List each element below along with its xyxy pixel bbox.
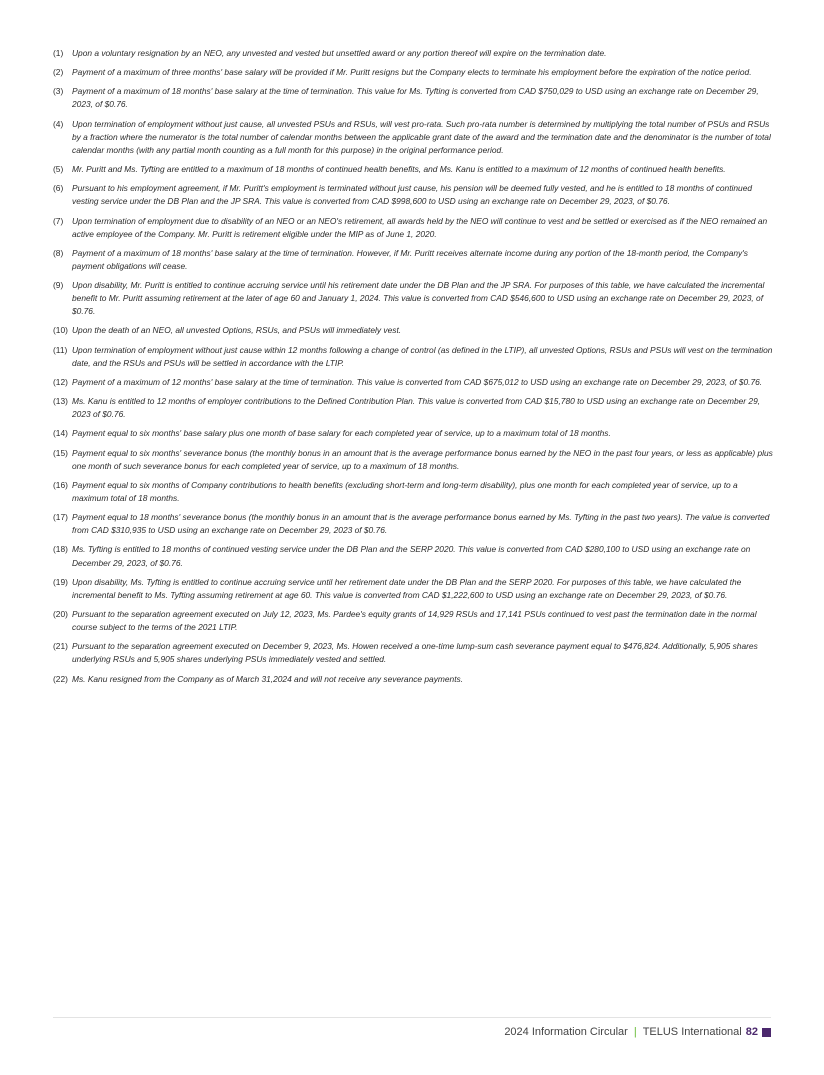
footnote-number: (14) (53, 428, 68, 439)
footnote-number: (5) (53, 164, 64, 175)
footnote-number: (15) (53, 447, 68, 458)
footnote-number: (4) (53, 118, 64, 129)
footnote-item (53, 247, 773, 273)
footer-separator: | (633, 1026, 637, 1038)
footnote-number: (20) (53, 608, 68, 619)
footnote-item (53, 118, 773, 157)
footnote-item (53, 85, 773, 111)
footnote-number: (1) (53, 48, 64, 58)
footnote-item (53, 163, 773, 176)
footnote-number: (8) (53, 247, 64, 258)
footnote-text: Payment equal to six months' base salary plus one month of base salary for each completed year of service, up to a maximum total of 18 months. (72, 428, 611, 439)
footnote-item (53, 608, 773, 634)
footnote-number: (3) (53, 86, 64, 97)
footnote-number: (6) (53, 183, 64, 194)
footnote-item (53, 427, 773, 440)
footnote-text: Upon termination of employment without just cause, all unvested PSUs and RSUs, will vest pro-rata. Such pro-rata number is determined by multiplying the total number of PSUs and RSUs by a fraction where the numerator is the total number of calendar months between the applicable grant date of the award and the termination date and the denominator is the number of total calendar months (with any partial month counting as a full month for this purpose) in the original performance period. (72, 118, 771, 155)
footnote-text: Payment of a maximum of 12 months' base salary at the time of termination. This value is converted from CAD $675,012 to USD using an exchange rate on December 29, 2023, of $0.76. (72, 376, 763, 387)
footnote-number: (21) (53, 641, 68, 652)
footnote-item (53, 447, 773, 473)
footnote-item (53, 543, 773, 569)
footnote-item (53, 215, 773, 241)
footnote-text: Upon termination of employment due to disability of an NEO or an NEO's retirement, all awards held by the NEO will continue to vest and be settled or exercised as if the NEO remained an active employee of the Company. Mr. Puritt is retirement eligible under the MIP as of June 1, 2020. (72, 215, 768, 239)
footnote-number: (9) (53, 280, 64, 291)
footnote-text: Mr. Puritt and Ms. Tyfting are entitled to a maximum of 18 months of continued health benefits, and Ms. Kanu is entitled to a maximum of 12 months of continued health benefits. (72, 164, 726, 175)
page-number: 82 (745, 1026, 758, 1038)
footnote-number: (10) (53, 325, 68, 336)
footnote-text: Pursuant to the separation agreement executed on July 12, 2023, Ms. Pardee's equity grants of 14,929 RSUs and 17,141 PSUs continued to vest past the termination date in the normal course subject to the terms of the 2021 LTIP. (72, 608, 757, 633)
footnote-number: (19) (53, 576, 68, 587)
footnote-item (53, 324, 773, 337)
footnote-text: Ms. Kanu is entitled to 12 months of employer contributions to the Defined Contribution Plan. This value is converted from CAD $15,780 to USD using an exchange rate on December 29, 2023 of $0.76. (72, 396, 761, 420)
footnote-number: (7) (53, 215, 64, 226)
footnote-text: Pursuant to his employment agreement, if Mr. Puritt's employment is terminated without just cause, his pension will be deemed fully vested, and he is entitled to 18 months of continued vesting service under the DB Plan and the JP SRA. This value is converted from CAD $998,600 to USD using an exchange rate on December 29, 2023, of $0.76. (72, 183, 753, 207)
footnote-item (53, 66, 773, 79)
footnote-text: Payment equal to six months' severance bonus (the monthly bonus in an amount that is the average performance bonus earned by the NEO in the past four years, or less as applicable) plus one month of such severance bonus for each completed year of service, up to a maximum of 18 months. (72, 447, 773, 471)
footnote-number: (18) (53, 544, 68, 555)
footnote-number: (16) (53, 479, 68, 490)
footnote-text: Upon termination of employment without just cause within 12 months following a change of control (as defined in the LTIP), all unvested Options, RSUs and PSUs will vest on the termination date, and the RSUs and PSUs will be settled in accordance with the LTIP. (72, 344, 773, 368)
footnote-number: (2) (53, 67, 64, 78)
footnote-item (53, 182, 773, 208)
footnote-item (53, 640, 773, 666)
footnote-item (53, 47, 773, 60)
footnote-text: Payment equal to six months of Company contributions to health benefits (excluding short-term and long-term disability), plus one month for each completed year of service, up to a maximum total of 18 months. (72, 479, 738, 503)
footnote-item (53, 673, 773, 686)
footer-company-name: TELUS International (642, 1026, 742, 1038)
footnote-text: Payment of a maximum of 18 months' base salary at the time of termination. This value for Ms. Tyfting is converted from CAD $750,029 to USD using an exchange rate on December 29, 2023, of $0.76. (72, 86, 759, 110)
footnote-number: (11) (53, 344, 68, 355)
footnote-text: Upon disability, Mr. Puritt is entitled to continue accruing service until his retirement date under the DB Plan and the JP SRA. For purposes of this table, we have calculated the incremental benefit to Mr. Puritt assuming retirement at the later of age 60 and January 1, 2024. This value is converted from CAD $546,600 to USD using an exchange rate on December 29, 2023, of $0.76. (72, 280, 765, 317)
footnote-item (53, 395, 773, 421)
footnote-text: Upon the death of an NEO, all unvested Options, RSUs, and PSUs will immediately vest. (72, 325, 402, 336)
footnote-item (53, 279, 773, 318)
footnote-text: Payment of a maximum of three months' base salary will be provided if Mr. Puritt resigns but the Company elects to terminate his employment before the expiration of the notice period. (72, 67, 752, 78)
footnote-item (53, 376, 773, 389)
footnote-text: Upon a voluntary resignation by an NEO, any unvested and vested but unsettled award or any portion thereof will expire on the termination date. (72, 48, 607, 58)
footer-divider (53, 1017, 771, 1018)
footnote-text: Ms. Tyfting is entitled to 18 months of continued vesting service under the DB Plan and the SERP 2020. This value is converted from CAD $280,100 to USD using an exchange rate on December 29, 2023, of $0.76. (72, 544, 751, 568)
footnotes-list (53, 47, 773, 692)
footnote-text: Pursuant to the separation agreement executed on December 9, 2023, Ms. Howen received a one-time lump-sum cash severance payment equal to $476,824. Additionally, 5,905 shares underlying RSUs and 5,905 shares underlying PSUs immediately vested and settled. (72, 641, 758, 665)
footnote-number: (13) (53, 396, 68, 407)
footnote-text: Payment of a maximum of 18 months' base salary at the time of termination. However, if Mr. Puritt receives alternate income during any portion of the 18-month period, the Company's payment obligations will cease. (72, 247, 748, 271)
footnote-number: (22) (53, 673, 68, 684)
footnote-number: (17) (53, 512, 68, 523)
footnote-text: Payment equal to 18 months' severance bonus (the monthly bonus in an amount that is the average performance bonus earned by Ms. Tyfting in the past two years). The value is converted from CAD $310,935 to USD using an exchange rate on December 29, 2023 of $0.76. (72, 512, 770, 536)
footnote-text: Ms. Kanu resigned from the Company as of March 31,2024 and will not receive any severance payments. (72, 673, 464, 684)
footnote-number: (12) (53, 376, 68, 387)
footnote-item (53, 511, 773, 537)
footnote-item (53, 344, 773, 370)
footnote-text: Upon disability, Ms. Tyfting is entitled to continue accruing service until her retirement date under the DB Plan and the SERP 2020. For purposes of this table, we have calculated the incremental benefit to Ms. Tyfting assuming retirement at age 60. This value is converted from CAD $1,222,600 to USD using an exchange rate on December 29, 2023, of $0.76. (72, 576, 742, 600)
footer-doc-title: 2024 Information Circular (504, 1026, 628, 1038)
brand-square-icon (762, 1028, 771, 1037)
footnote-item (53, 576, 773, 602)
page-footer (504, 1026, 771, 1038)
footnote-item (53, 479, 773, 505)
